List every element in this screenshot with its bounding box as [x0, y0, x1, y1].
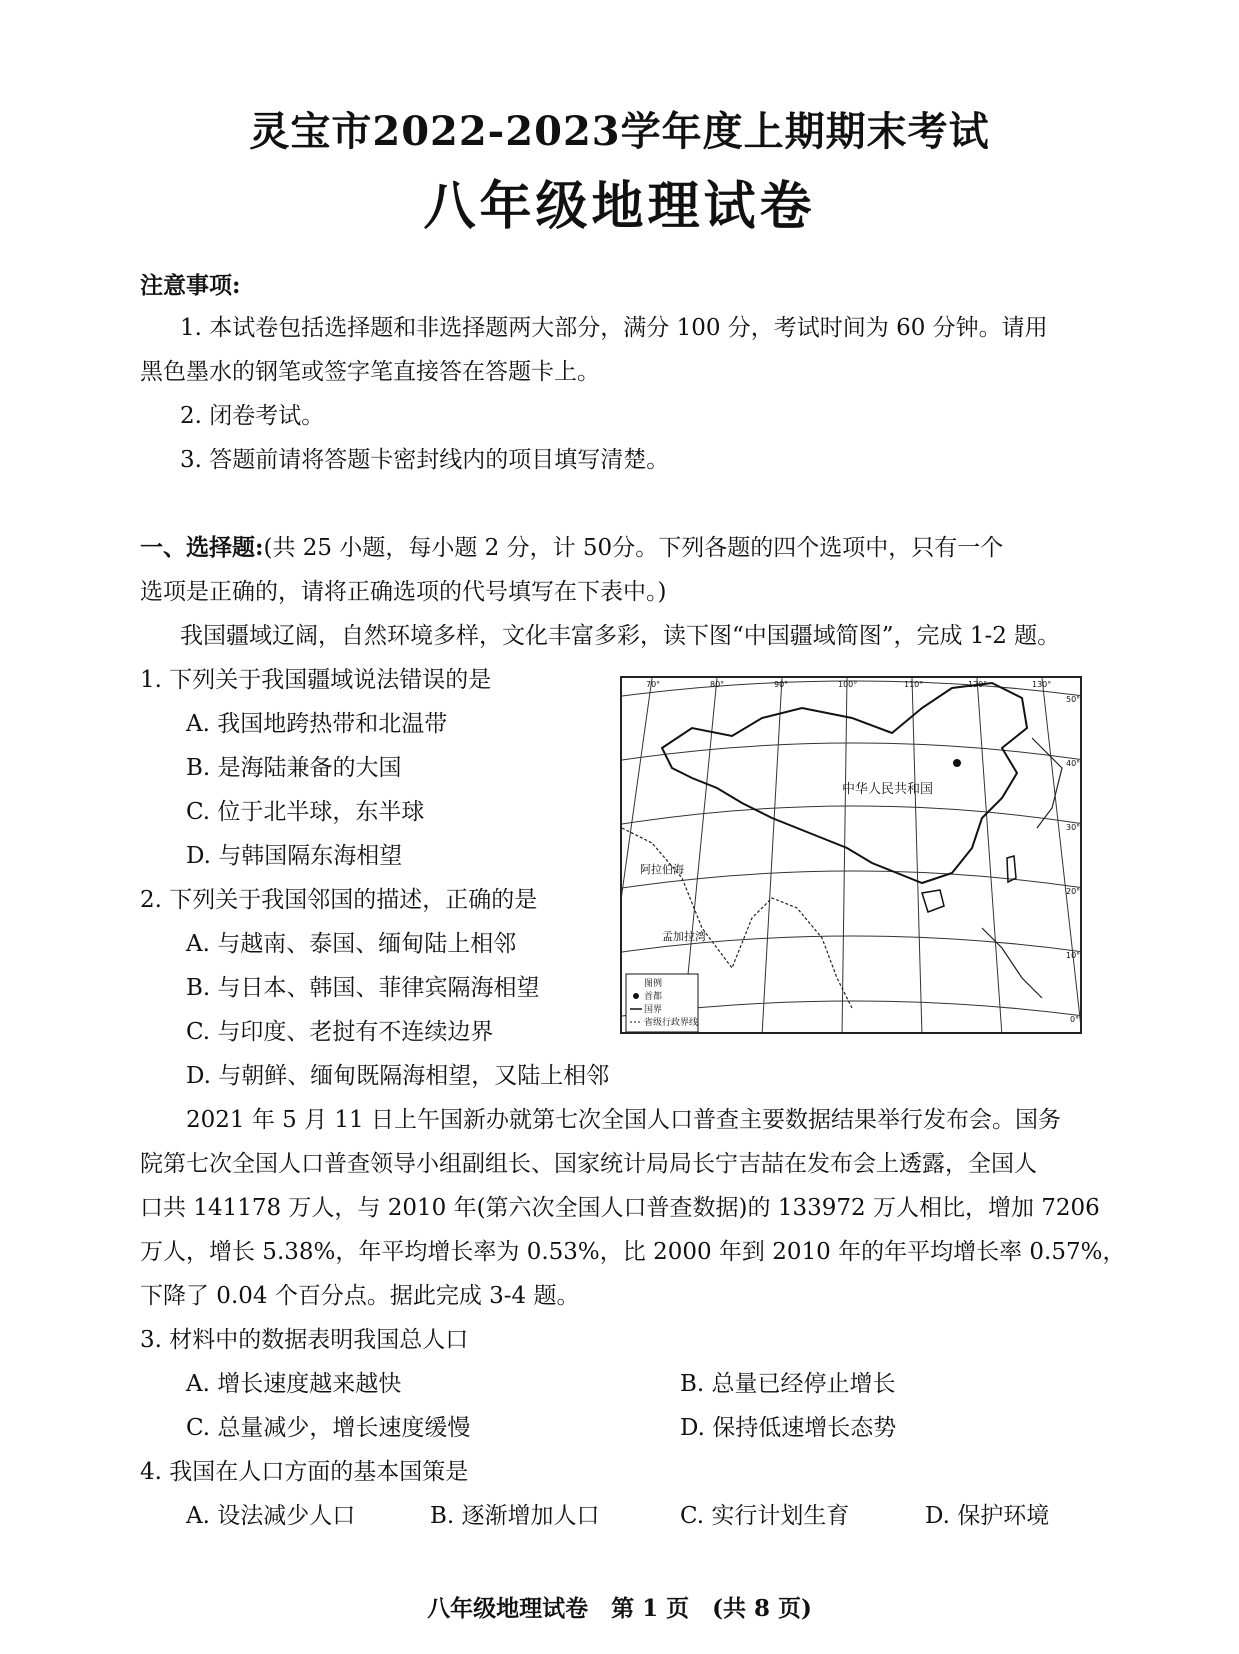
q1-option-d: D. 与韩国隔东海相望 — [186, 843, 403, 869]
longitude-line-100 — [842, 678, 847, 1034]
map-drawing — [622, 678, 1082, 1034]
legend-capital-icon — [633, 993, 639, 999]
lat-label-20: 20° — [1066, 887, 1081, 896]
longitude-line-120 — [977, 678, 1002, 1034]
notice-item-3: 3. 答题前请将答题卡密封线内的项目填写清楚。 — [180, 447, 670, 473]
map-legend — [626, 974, 698, 1032]
q1-option-a: A. 我国地跨热带和北温带 — [186, 711, 448, 737]
passage-line4: 万人，增长 5.38%，年平均增长率为 0.53%，比 2000 年到 2010 年的年平均增长率 0.57%， — [140, 1239, 1126, 1265]
passage-line1: 2021 年 5 月 11 日上午国新办就第七次全国人口普查主要数据结果举行发布会。国务 — [186, 1107, 1061, 1133]
china-territory-map — [620, 676, 1082, 1034]
q1-option-b: B. 是海陆兼备的大国 — [186, 755, 402, 781]
q2-option-d: D. 与朝鲜、缅甸既隔海相望，又陆上相邻 — [186, 1063, 610, 1089]
lat-label-40: 40° — [1066, 759, 1081, 768]
q3-option-d: D. 保持低速增长态势 — [680, 1415, 897, 1441]
exam-title-line2: 八年级地理试卷 — [423, 176, 816, 237]
q4-stem: 4. 我国在人口方面的基本国策是 — [140, 1459, 469, 1485]
page-footer: 八年级地理试卷 第 1 页 (共 8 页) — [427, 1595, 812, 1622]
legend-item-0: 首都 — [644, 992, 663, 1002]
longitude-line-90 — [762, 678, 782, 1034]
sea-label-left: 阿拉伯海 — [640, 863, 684, 876]
taiwan-island — [1007, 856, 1016, 882]
section1-desc-line2: 选项是正确的，请将正确选项的代号填写在下表中。) — [140, 579, 667, 605]
section1-desc-line1: (共 25 小题，每小题 2 分，计 50分。下列各题的四个选项中，只有一个 — [263, 535, 1004, 561]
section1-intro: 我国疆域辽阔，自然环境多样，文化丰富多彩，读下图“中国疆域简图”，完成 1-2 题。 — [180, 623, 1061, 649]
latitude-line-30 — [622, 806, 1082, 824]
latitude-line-40 — [622, 743, 1082, 760]
lat-label-50: 50° — [1066, 695, 1081, 704]
q4-option-c: C. 实行计划生育 — [680, 1503, 850, 1529]
q1-stem: 1. 下列关于我国疆域说法错误的是 — [140, 667, 492, 693]
notice-item-2: 2. 闭卷考试。 — [180, 403, 325, 429]
passage-line3: 口共 141178 万人，与 2010 年(第六次全国人口普查数据)的 133972 万人相比，增加 7206 — [140, 1195, 1100, 1221]
lat-label-0: 0° — [1070, 1015, 1080, 1024]
notice-item-1-line1: 1. 本试卷包括选择题和非选择题两大部分，满分 100 分，考试时间为 60 分钟。请用 — [180, 315, 1048, 341]
country-label: 中华人民共和国 — [842, 782, 934, 797]
notice-item-1-line2: 黑色墨水的钢笔或签字笔直接答在答题卡上。 — [140, 359, 600, 385]
passage-line2: 院第七次全国人口普查领导小组副组长、国家统计局局长宁吉喆在发布会上透露，全国人 — [140, 1151, 1037, 1177]
q3-option-c: C. 总量减少，增长速度缓慢 — [186, 1415, 471, 1441]
longitude-line-130 — [1042, 678, 1082, 1034]
capital-marker — [953, 759, 961, 767]
lon-label-90: 90° — [774, 680, 789, 689]
q3-stem: 3. 材料中的数据表明我国总人口 — [140, 1327, 469, 1353]
lat-label-30: 30° — [1066, 823, 1081, 832]
section1-heading: 一、选择题: — [140, 534, 264, 561]
legend-item-2: 省级行政界线 — [644, 1018, 699, 1028]
lat-label-10: 10° — [1066, 951, 1081, 960]
longitude-line-110 — [912, 678, 922, 1034]
q4-option-d: D. 保护环境 — [925, 1503, 1050, 1529]
lon-label-130: 130° — [1032, 680, 1052, 689]
hainan-island — [922, 890, 944, 912]
legend-title: 图例 — [644, 979, 663, 989]
q3-option-b: B. 总量已经停止增长 — [680, 1371, 896, 1397]
lon-label-70: 70° — [646, 680, 661, 689]
philippines-coastline — [982, 928, 1042, 998]
q1-option-c: C. 位于北半球，东半球 — [186, 799, 425, 825]
legend-item-1: 国界 — [644, 1005, 663, 1015]
lon-label-110: 110° — [904, 680, 924, 689]
exam-title-line1: 灵宝市2022-2023学年度上期期末考试 — [249, 108, 990, 155]
q2-option-a: A. 与越南、泰国、缅甸陆上相邻 — [186, 931, 517, 957]
lon-label-80: 80° — [710, 680, 725, 689]
q2-option-b: B. 与日本、韩国、菲律宾隔海相望 — [186, 975, 540, 1001]
section1-heading-line — [140, 532, 1003, 564]
lon-label-100: 100° — [838, 680, 858, 689]
q4-option-b: B. 逐渐增加人口 — [430, 1503, 600, 1529]
q3-option-a: A. 增长速度越来越快 — [186, 1371, 402, 1397]
sea-label-bottom: 孟加拉湾 — [662, 930, 706, 943]
lon-label-120: 120° — [968, 680, 988, 689]
q4-option-a: A. 设法减少人口 — [186, 1503, 356, 1529]
q2-option-c: C. 与印度、老挝有不连续边界 — [186, 1019, 494, 1045]
q2-stem: 2. 下列关于我国邻国的描述，正确的是 — [140, 887, 538, 913]
notice-heading: 注意事项: — [140, 272, 241, 299]
passage-line5: 下降了 0.04 个百分点。据此完成 3-4 题。 — [140, 1283, 580, 1309]
